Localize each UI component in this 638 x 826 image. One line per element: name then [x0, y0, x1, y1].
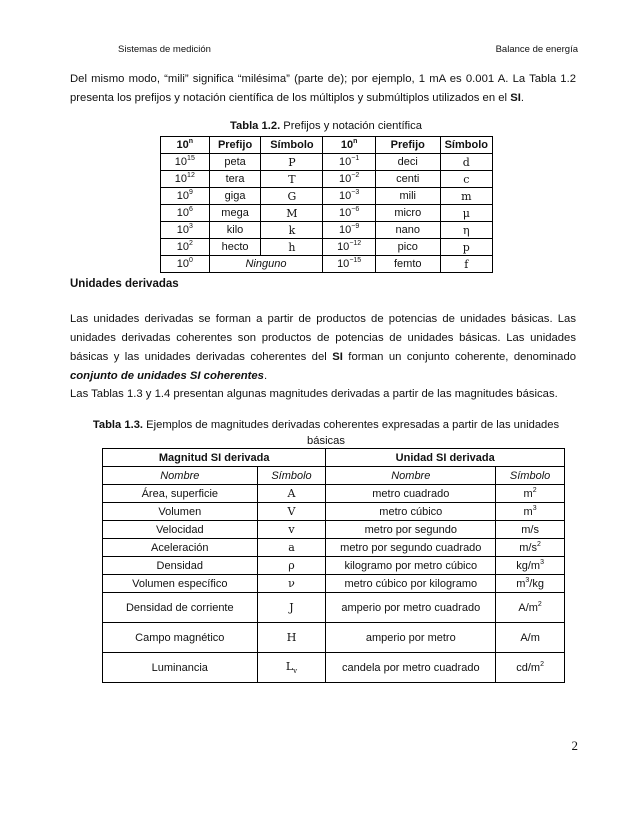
unit-name-cell: candela por metro cuadrado [326, 653, 496, 683]
symbol-cell: T [261, 171, 323, 188]
unit-symbol-cell: $m/s^2$ [496, 539, 565, 557]
col-prefix: Prefijo [209, 137, 261, 154]
sub-header-simbolo: Símbolo [496, 467, 565, 485]
page-number: 2 [571, 738, 578, 753]
group-unidad: Unidad SI derivada [326, 449, 565, 467]
magnitude-symbol-cell: V [257, 503, 326, 521]
power-cell: $10^{-1}$ [323, 154, 376, 171]
col-symbol: Símbolo [261, 137, 323, 154]
derived-table-sub-header [103, 467, 565, 485]
power-cell: $10^{-15}$ [323, 256, 376, 273]
col-prefix: Prefijo [375, 137, 440, 154]
running-header-left: Sistemas de medición [118, 44, 211, 55]
power-cell: $10^9$ [161, 188, 210, 205]
prefix-cell: centi [375, 171, 440, 188]
magnitude-symbol-cell: J [257, 593, 326, 623]
prefix-cell: femto [375, 256, 440, 273]
prefix-cell: kilo [209, 222, 261, 239]
unit-name-cell: amperio por metro [326, 623, 496, 653]
prefix-cell: hecto [209, 239, 261, 256]
magnitude-symbol-cell: ν [257, 575, 326, 593]
derived-row [103, 593, 565, 623]
symbol-cell: p [440, 239, 492, 256]
symbol-cell: η [440, 222, 492, 239]
magnitude-name-cell: Velocidad [103, 521, 258, 539]
derived-row [103, 503, 565, 521]
power-cell: $10^{12}$ [161, 171, 210, 188]
derived-table-group-header [103, 449, 565, 467]
derived-row [103, 653, 565, 683]
prefix-row [161, 256, 493, 273]
prefix-row [161, 171, 493, 188]
magnitude-name-cell: Volumen [103, 503, 258, 521]
magnitude-symbol-cell: $L_v$ [257, 653, 326, 683]
derived-row [103, 575, 565, 593]
symbol-cell: μ [440, 205, 492, 222]
derived-row [103, 623, 565, 653]
tables-intro-paragraph: Las Tablas 1.3 y 1.4 presentan algunas magnitudes derivadas a partir de las magnitudes básicas. [70, 388, 558, 400]
power-cell: $10^{-3}$ [323, 188, 376, 205]
unit-symbol-cell: A/m [496, 623, 565, 653]
magnitude-symbol-cell: H [257, 623, 326, 653]
unit-name-cell: amperio por metro cuadrado [326, 593, 496, 623]
power-cell: $10^{-6}$ [323, 205, 376, 222]
col-power: 10$^n$ [161, 137, 210, 154]
unit-name-cell: metro cuadrado [326, 485, 496, 503]
symbol-cell: M [261, 205, 323, 222]
unit-symbol-cell: $m^3/kg$ [496, 575, 565, 593]
magnitude-symbol-cell: v [257, 521, 326, 539]
unit-symbol-cell: $m^3$ [496, 503, 565, 521]
magnitude-name-cell: Campo magnético [103, 623, 258, 653]
derived-paragraph: Las unidades derivadas se forman a partir de productos de potencias de unidades básicas. Las unidades derivadas coherentes son productos de potencias de unidades básicas. Las unidades básicas y las unidades derivadas coherentes del SI forman un conjunto coherente, denominado conjunto de unidades SI coherentes. [70, 313, 577, 382]
table-1-2-caption: Tabla 1.2. Prefijos y notación científica [230, 120, 422, 132]
col-power: 10$^n$ [323, 137, 376, 154]
symbol-cell: c [440, 171, 492, 188]
power-cell: $10^{-12}$ [323, 239, 376, 256]
unit-name-cell: kilogramo por metro cúbico [326, 557, 496, 575]
symbol-cell: d [440, 154, 492, 171]
group-magnitud: Magnitud SI derivada [103, 449, 326, 467]
magnitude-name-cell: Densidad [103, 557, 258, 575]
prefix-table-header [161, 137, 493, 154]
power-cell: $10^2$ [161, 239, 210, 256]
prefix-cell: tera [209, 171, 261, 188]
sub-header-nombre: Nombre [103, 467, 258, 485]
prefix-cell: giga [209, 188, 261, 205]
power-cell: $10^{-9}$ [323, 222, 376, 239]
sub-header-nombre: Nombre [326, 467, 496, 485]
unit-symbol-cell: $A/m^2$ [496, 593, 565, 623]
symbol-cell: m [440, 188, 492, 205]
symbol-cell: k [261, 222, 323, 239]
unit-name-cell: metro por segundo cuadrado [326, 539, 496, 557]
prefix-row [161, 239, 493, 256]
prefix-cell: peta [209, 154, 261, 171]
unit-symbol-cell: $kg/m^3$ [496, 557, 565, 575]
magnitude-symbol-cell: A [257, 485, 326, 503]
power-cell: $10^{-2}$ [323, 171, 376, 188]
prefix-cell: pico [375, 239, 440, 256]
magnitude-name-cell: Aceleración [103, 539, 258, 557]
unit-symbol-cell: $m^2$ [496, 485, 565, 503]
section-heading: Unidades derivadas [70, 278, 179, 290]
prefix-cell: deci [375, 154, 440, 171]
derived-row [103, 521, 565, 539]
magnitude-name-cell: Densidad de corriente [103, 593, 258, 623]
prefix-table [160, 136, 493, 273]
derived-units-table [102, 448, 565, 683]
col-symbol: Símbolo [440, 137, 492, 154]
unit-symbol-cell: $cd/m^2$ [496, 653, 565, 683]
derived-row [103, 557, 565, 575]
power-cell: $10^3$ [161, 222, 210, 239]
prefix-row [161, 154, 493, 171]
derived-row [103, 485, 565, 503]
intro-paragraph: Del mismo modo, “mili” significa “milésima” (parte de); por ejemplo, 1 mA es 0.001 A. La Tabla 1.2 presenta los prefijos y notación científica de los múltiplos y submúltiplos utilizados en el SI. [70, 73, 576, 104]
magnitude-name-cell: Luminancia [103, 653, 258, 683]
running-header-right: Balance de energía [495, 44, 578, 55]
prefix-row [161, 205, 493, 222]
prefix-cell: nano [375, 222, 440, 239]
power-cell: $10^{15}$ [161, 154, 210, 171]
magnitude-symbol-cell: ρ [257, 557, 326, 575]
prefix-cell: mili [375, 188, 440, 205]
prefix-cell: mega [209, 205, 261, 222]
symbol-cell: P [261, 154, 323, 171]
magnitude-name-cell: Volumen específico [103, 575, 258, 593]
ninguno-cell: Ninguno [209, 256, 323, 273]
prefix-cell: micro [375, 205, 440, 222]
prefix-row [161, 188, 493, 205]
unit-name-cell: metro por segundo [326, 521, 496, 539]
derived-row [103, 539, 565, 557]
magnitude-name-cell: Área, superficie [103, 485, 258, 503]
unit-name-cell: metro cúbico por kilogramo [326, 575, 496, 593]
symbol-cell: h [261, 239, 323, 256]
unit-name-cell: metro cúbico [326, 503, 496, 521]
sub-header-simbolo: Símbolo [257, 467, 326, 485]
power-cell: $10^6$ [161, 205, 210, 222]
symbol-cell: G [261, 188, 323, 205]
unit-symbol-cell: m/s [496, 521, 565, 539]
power-cell: $10^0$ [161, 256, 210, 273]
prefix-row [161, 222, 493, 239]
magnitude-symbol-cell: a [257, 539, 326, 557]
table-1-3-caption: Tabla 1.3. Ejemplos de magnitudes derivadas coherentes expresadas a partir de las unidades básicas [92, 419, 560, 447]
symbol-cell: f [440, 256, 492, 273]
